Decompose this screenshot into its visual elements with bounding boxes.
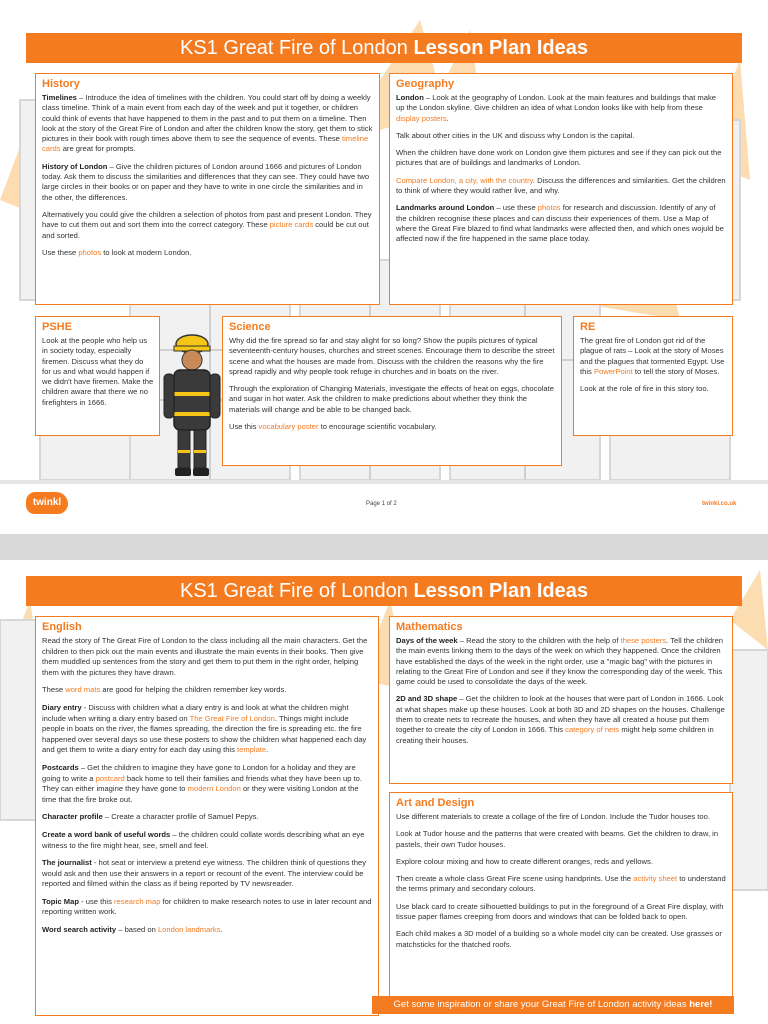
section-heading: Art and Design bbox=[396, 797, 475, 809]
page-number: Page 1 of 2 bbox=[366, 501, 397, 507]
paragraph: Talk about other cities in the UK and discuss why London is the capital. bbox=[396, 130, 635, 140]
page-two bbox=[0, 560, 768, 1024]
paragraph: Use this vocabulary poster to encourage scientific vocabulary. bbox=[229, 422, 437, 432]
art-design-section bbox=[389, 792, 733, 1002]
paragraph: The great fire of London got rid of the plague of rats – Look at the story of Moses and the plagues that tormented Egypt. Use this PowerPoint to tell the story of Moses. bbox=[580, 336, 725, 376]
picture-cards-link[interactable]: picture cards bbox=[269, 220, 314, 230]
compare-london-link[interactable]: Compare London, a city, with the country bbox=[396, 175, 533, 185]
paragraph: Timelines – Introduce the idea of timelines with the children. You could start off by doing a weekly class timeline. Think of a main event from each day of the week and put it together, or children could think of events that have happened to them in the past and to put them on a timeline. Then look at the story of the Great Fire of London and after the children know the story, get them to stick pictures in their book with rough times above them to see the sequence of events. These timeline cards are great for prompts. bbox=[42, 93, 373, 154]
section-heading: Mathematics bbox=[396, 621, 463, 633]
mathematics-section bbox=[389, 616, 733, 784]
pshe-section bbox=[35, 316, 160, 436]
english-section bbox=[35, 616, 379, 1016]
here-link[interactable]: here! bbox=[689, 999, 713, 1010]
paragraph: Landmarks around London – use these photos for research and discussion. Identify of any of the children recognise these places and can discuss their experiences of them. Use a Map of where the Great Fire blazed to find what landmarks were affected then, and which ones wojuld be affected now if the fire happened in the same place today. bbox=[396, 203, 724, 244]
paragraph: Days of the week – Read the story to the children with the help of these posters. Tell the children the main events linking them to the days of the week on which they happened. Once the children have established the days of the week in the right order, use a "magic bag" with the pictures in relating to the Great Fire of London and see if they know the corresponding day of the week. This game could be used to consolidate the days of the week. bbox=[396, 636, 724, 687]
paragraph: Through the exploration of Changing Materials, investigate the effects of heat on eggs, chocolate and sugar in hot water. Ask the children to make predictions about whether they think the materials will change and be able to be changed back. bbox=[229, 384, 554, 414]
twinkl-logo: twinkl bbox=[26, 492, 68, 514]
paragraph: Use these photos to look at modern London. bbox=[42, 247, 192, 257]
paragraph: History of London – Give the children pictures of London around 1666 and pictures of London today. Ask them to discuss the similarities and differences that they can see. They could have two large circles in their books or on paper and they have to write in one circle the similarities and in the other, the differences. bbox=[42, 161, 370, 202]
paragraph: Why did the fire spread so far and stay alight for so long? Show the pupils pictures of typical seventeenth-century houses, churches and street scenes. Encourage them to describe the street scene and what the houses are made from. Discuss with the children the reasons why the fire spread rapidly and why people took refuge in churches and in boats on the river. bbox=[229, 336, 555, 376]
paragraph: Look at the role of fire in this story too. bbox=[580, 384, 709, 394]
paragraph: London – Look at the geography of London. Look at the main features and buildings that make up the London skyline. Give children an idea of what London looks like with help from these display posters. bbox=[396, 93, 716, 123]
paragraph: 2D and 3D shape – Get the children to look at the houses that were part of London in 1666. Look at what shapes make up these houses. Look at both 3D and 2D shapes on the houses. Challenge them to create nets to recreate the houses, and when they have all created a house put them together to create the city of London in 1666. This category of nets might help some children in creating their houses. bbox=[396, 694, 725, 745]
paragraph: Read the story of The Great Fire of London to the class including all the main characters. Get the children to then pick out the main events and illustrate the main events in their books. Then give them muddled up sentences from the story and get them to put them in the right order, helping them with the pictures they have drawn. bbox=[42, 636, 368, 677]
research-map-link[interactable]: research map bbox=[114, 896, 161, 906]
timeline-cards-link[interactable]: timeline cards bbox=[42, 134, 369, 154]
paragraph: Alternatively you could give the children a selection of photos from past and present London. They have to cut them out and sort them into the correct category. These picture cards could be cut out and sorted. bbox=[42, 209, 372, 240]
paragraph: Compare London, a city, with the country. Discuss the differences and similarities. Get the children to think of where they would rather live, and why. bbox=[396, 175, 726, 196]
firefighter-illustration bbox=[160, 330, 224, 480]
page-title: KS1 Great Fire of London Lesson Plan Ideas bbox=[26, 576, 742, 606]
modern-london-link[interactable]: modern London bbox=[187, 784, 241, 794]
great-fire-link[interactable]: The Great Fire of London bbox=[189, 713, 275, 723]
website-link[interactable]: twinkl.co.uk bbox=[702, 501, 737, 507]
history-section bbox=[35, 73, 380, 305]
page-title: KS1 Great Fire of London Lesson Plan Ideas bbox=[26, 33, 742, 63]
paragraph: Use black card to create silhouetted buildings to put in the foreground of a Great Fire display, with tissue paper flames creeping from doors and windows that can be folded back to open. bbox=[396, 901, 724, 922]
section-heading: English bbox=[42, 621, 82, 633]
section-heading: RE bbox=[580, 321, 596, 333]
paragraph: Look at Tudor house and the patterns that were created with beams. Get the children to draw, in pastels, their own Tudor houses. bbox=[396, 829, 719, 849]
category-of-nets-link[interactable]: category of nets bbox=[565, 725, 620, 735]
paragraph: Explore colour mixing and how to create different oranges, reds and yellows. bbox=[396, 856, 653, 866]
inspiration-banner: Get some inspiration or share your Great Fire of London activity ideas here! bbox=[372, 996, 734, 1014]
paragraph: These word mats are good for helping the children remember key words. bbox=[42, 685, 287, 695]
london-landmarks-link[interactable]: London landmarks bbox=[157, 925, 221, 935]
paragraph: Word search activity – based on London landmarks. bbox=[42, 925, 223, 935]
paragraph: Create a word bank of useful words – the children could collate words describing what an eye witness to the fire might hear, see, smell and feel. bbox=[42, 829, 365, 850]
paragraph: Topic Map - use this research map for children to make research notes to use in later recount and reporting written work. bbox=[42, 896, 372, 917]
section-heading: Science bbox=[229, 321, 271, 333]
paragraph: Diary entry - Discuss with children what a diary entry is and look at what the children might include when writing a diary entry based on The Great Fire of London. Things might include people in boats on the river, the flames spreading, the direction the fire is spreading etc. the fire happened over several days so use these posters to show the children what happened each day and get them to write a diary entry for each day using this template. bbox=[42, 702, 367, 755]
vocabulary-poster-link[interactable]: vocabulary poster bbox=[258, 422, 319, 432]
photos-link[interactable]: photos bbox=[537, 203, 561, 213]
geography-section bbox=[389, 73, 733, 305]
these-posters-link[interactable]: these posters bbox=[620, 636, 667, 645]
powerpoint-link[interactable]: PowerPoint bbox=[593, 366, 633, 376]
section-heading: History bbox=[42, 78, 80, 90]
paragraph: Look at the people who help us in society today, especially firemen. Discuss what they do for us and what would happen if we didn't have firemen. Make the children aware that there we no firefighters in 1666. bbox=[42, 336, 154, 407]
activity-sheet-link[interactable]: activity sheet bbox=[633, 874, 678, 884]
section-heading: PSHE bbox=[42, 321, 72, 333]
photos-link[interactable]: photos bbox=[78, 247, 102, 257]
paragraph: When the children have done work on London give them pictures and see if they can pick out the pictures that are of buildings and landmarks of London. bbox=[396, 148, 722, 168]
science-section bbox=[222, 316, 562, 466]
display-posters-link[interactable]: display posters bbox=[396, 113, 447, 123]
paragraph: Use different materials to create a collage of the fire of London. Include the Tudor houses too. bbox=[396, 812, 710, 821]
paragraph: Then create a whole class Great Fire scene using handprints. Use the activity sheet to understand the terms primary and secondary colours. bbox=[396, 874, 726, 894]
word-mats-link[interactable]: word mats bbox=[65, 685, 101, 695]
postcard-link[interactable]: postcard bbox=[95, 773, 125, 783]
page-gap bbox=[0, 534, 768, 560]
paragraph: Postcards – Get the children to imagine they have gone to London for a holiday and they are going to write a postcard back home to tell their families and friends what they have been up to. They can either imagine they have gone to modern London or they were visiting London at the time that the fire broke out. bbox=[42, 762, 362, 804]
paragraph: Each child makes a 3D model of a building so a whole model city can be created. Use grasses or matchsticks for the thatched roofs. bbox=[396, 929, 722, 949]
paragraph: Character profile – Create a character profile of Samuel Pepys. bbox=[42, 812, 259, 822]
section-heading: Geography bbox=[396, 78, 455, 90]
paragraph: The journalist - hot seat or interview a pretend eye witness. The children think of questions they would ask and then use their answers in a report or recount of the event. The interview could be reported and filmed within the class as if being reported by TV newsreader. bbox=[42, 858, 367, 889]
re-section bbox=[573, 316, 733, 436]
template-link[interactable]: template bbox=[237, 745, 267, 755]
